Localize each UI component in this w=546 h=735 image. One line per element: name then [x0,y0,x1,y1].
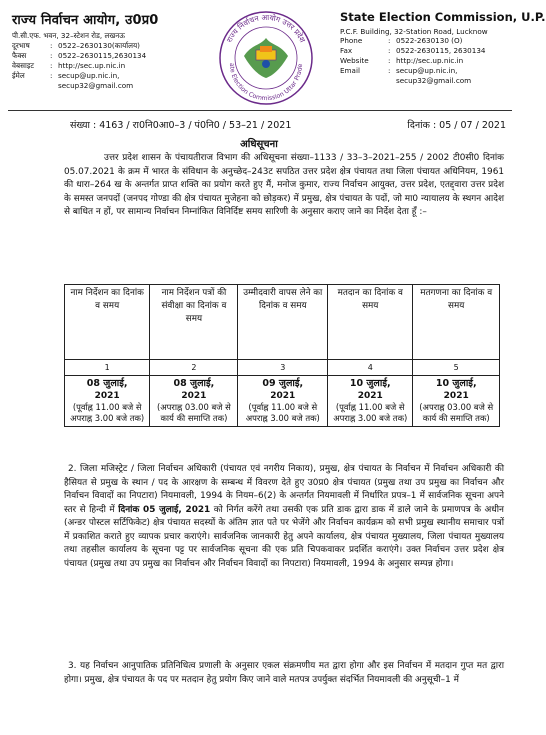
contact-value: secup32@gmail.com [58,81,134,90]
commission-title-english: State Election Commission, U.P. [340,10,546,24]
notice-title: अधिसूचना [240,139,278,150]
contact-row [340,46,515,56]
letterhead-english [340,10,546,86]
contact-label [12,81,50,91]
schedule-year: 2021 [357,391,383,401]
schedule-year: 2021 [94,391,120,401]
contact-row [12,71,202,81]
contact-separator: : [388,56,391,65]
contact-separator: : [388,36,391,45]
contact-value: secup32@gmail.com [396,76,472,85]
paragraph-3-text: 3. यह निर्वाचन आनुपातिक प्रतिनिधित्व प्रणाली के अनुसार एकल संक्रमणीय मत द्वारा होगा और इस निर्वाचन में मतदान गुप्त मत द्वारा होगा। प्रमुख, क्षेत्र पंचायत के पद पर मतदान हेतु प्रयोग किए जाने वाले मतपत्र उपर्युक्त संदर्भित नियमावली की अनुसूची–1 में [64,661,504,685]
address-english: P.C.F. Building, 32-Station Road, Lucknow [340,27,488,36]
schedule-note: (अपराह्न 03.00 बजे से कार्य की समाप्ति तक) [419,402,494,423]
reference-number: संख्या : 4163 / रा0नि0आ0–3 / पं0नि0 / 53–21 / 2021 [70,120,292,131]
contact-row [12,51,202,61]
schedule-header-cell: मतगणना का दिनांक व समय [413,285,500,360]
contact-separator [388,76,396,86]
schedule-year: 2021 [181,391,207,401]
schedule-date: 10 जुलाई, [435,378,477,389]
schedule-header-row [65,285,500,360]
schedule-value-row [65,376,500,427]
letterhead-hindi [12,10,202,91]
schedule-header-cell: मतदान का दिनांक व समय [328,285,413,360]
election-schedule-table [64,284,500,427]
contact-label: ईमेल [12,71,25,80]
contact-separator [50,81,58,91]
contact-value: secup@up.nic.in, [58,71,120,80]
schedule-value-cell [413,376,500,427]
intro-paragraph [64,152,504,220]
intro-text: उत्तर प्रदेश शासन के पंचायतीराज विभाग की अधिसूचना संख्या–1133 / 33–3–2021–255 / 2002 टी0सी0 दिनांक 05.07.2021 के क्रम में भारत के संविधान के अनुच्छेद–243ट सपठित उत्तर प्रदेश क्षेत्र पंचायत तथा जिला पंचायत अधिनियम, 1961 की धारा–264 ख के अन्तर्गत प्राप्त शक्ति का प्रयोग करते हुए मैं, मनोज कुमार, राज्य निर्वाचन आयुक्त, उत्तर प्रदेश, एतद्द्वारा उत्तर प्रदेश के समस्त जनपदों (जनपद गोण्डा की क्षेत्र पंचायत मुजेहना को छोड़कर) में प्रमुख, क्षेत्र पंचायत के पदों, जो मा0 न्यायालय के स्थगन आदेश से बाधित न हों, पर सामान्य निर्वाचन निम्नांकित विनिर्दिष्ट समय सारिणी के अनुसार कराए जाने का निर्देश देता हूँ :– [64,153,504,217]
contact-label: वेबसाइट [12,61,34,70]
schedule-note: (अपराह्न 03.00 बजे से कार्य की समाप्ति तक) [156,402,231,423]
schedule-date: 10 जुलाई, [349,378,391,389]
paragraph-2-bold-date: दिनांक 05 जुलाई, 2021 [118,504,211,515]
commission-title-hindi: राज्य निर्वाचन आयोग, उ0प्र0 [12,13,159,28]
paragraph-2-part-2: को निर्गत करेंगे तथा उसकी एक प्रति डाक द्वारा डाक में डाले जाने के प्रमाणपत्र के अधीन (अन्डर पोस्टल सर्टिफिकेट) क्षेत्र पंचायत सदस्यों के अंतिम ज्ञात पते पर भेजेंगे और निर्वाचन कार्यक्रम को सभी प्रमुख स्थानीय समाचार पत्रों में प्रकाशित कराते हुए व्यापक प्रचार कराएंगे। सार्वजनिक जानकारी हेतु अपने कार्यालय, क्षेत्र पंचायत मुख्यालय, जिला पंचायत मुख्यालय तथा तहसील कार्यालय के सूचना पट्ट पर सार्वजनिक सूचना की एक प्रति चिपकवाकर प्रदर्शित कराएंगे। उक्त निर्वाचन उत्तर प्रदेश क्षेत्र पंचायत (प्रमुख तथा उप प्रमुख का निर्वाचन और निर्वाचन विवादों का निपटारा) नियमावली, 1994 के अनुसार सम्पन्न होगा। [64,504,504,569]
svg-text:State Election Commission Utta: ate Election Commission Uttar Prade [227,62,305,103]
schedule-value-cell [150,376,238,427]
schedule-column-number: 4 [328,360,413,376]
schedule-note: (पूर्वाह्न 11.00 बजे से अपराह्न 3.00 बजे तक) [333,402,408,423]
contact-value: http://sec.up.nic.in [396,56,464,65]
contact-row [12,61,202,71]
contact-row [340,36,515,46]
contact-row [12,41,202,51]
contact-label: Fax [340,46,353,55]
schedule-number-row [65,360,500,376]
contact-value: 0522–2630130(कार्यालय) [58,41,140,50]
svg-text:राज्य निर्वाचन आयोग उत्तर प्रद: राज्य निर्वाचन आयोग उत्तर प्रदेश [224,12,308,44]
contact-separator: : [50,71,53,80]
paragraph-2-text [64,463,504,571]
schedule-value-cell [238,376,328,427]
schedule-column-number: 1 [65,360,150,376]
schedule-date: 08 जुलाई, [173,378,215,389]
contact-row [12,81,202,91]
contact-value: http://sec.up.nic.in [58,61,126,70]
schedule-year: 2021 [443,391,469,401]
schedule-year: 2021 [270,391,296,401]
schedule-header-cell: नाम निर्देशन का दिनांक व समय [65,285,150,360]
reference-line [70,118,506,131]
header-divider [8,110,512,111]
contact-label: दूरभाष [12,41,30,50]
contact-separator: : [50,41,53,50]
contact-value: secup@up.nic.in, [396,66,458,75]
schedule-header-cell: उम्मीदवारी वापस लेने का दिनांक व समय [238,285,328,360]
schedule-column-number: 2 [150,360,238,376]
schedule-column-number: 3 [238,360,328,376]
reference-date: दिनांक : 05 / 07 / 2021 [407,120,506,131]
schedule-note: (पूर्वाह्न 11.00 बजे से अपराह्न 3.00 बजे तक) [245,402,320,423]
paragraph-2 [64,463,504,571]
contact-separator: : [388,46,391,55]
contact-label [340,76,388,86]
contact-row [340,56,515,66]
address-hindi: पी.सी.एफ. भवन, 32–स्टेशन रोड, लखनऊ [12,31,125,40]
commission-seal [214,4,318,108]
contact-row [340,76,515,86]
schedule-column-number: 5 [413,360,500,376]
contact-separator: : [50,51,53,60]
contact-value: 0522-2630130 (O) [396,36,463,45]
contact-label: Website [340,56,369,65]
schedule-date: 09 जुलाई, [262,378,304,389]
contact-row [340,66,515,76]
schedule-value-cell [328,376,413,427]
contact-label: Email [340,66,360,75]
contact-separator: : [388,66,391,75]
paragraph-2-part-1: 2. जिला मजिस्ट्रेट / जिला निर्वाचन अधिकारी (पंचायत एवं नगरीय निकाय), प्रमुख, क्षेत्र पंचायत के निर्वाचन में निर्वाचन अधिकारी की हैसियत से प्रमुख के स्थान / पद के आरक्षण के सम्बन्ध में विवरण देते हुए उ0प्र0 क्षेत्र पंचायत (प्रमुख तथा उप प्रमुख का निर्वाचन और निर्वाचन विवादों का निपटारा) नियमावली, 1994 के नियम–6(2) के अन्तर्गत नियमावली में निर्धारित प्रपत्र–1 में सार्वजनिक सूचना अपने स्तर से हिन्दी में [64,464,504,515]
schedule-header-cell: नाम निर्देशन पत्रों की संवीक्षा का दिनांक व समय [150,285,238,360]
schedule-value-cell [65,376,150,427]
contact-label: फैक्स [12,51,27,60]
schedule-date: 08 जुलाई, [86,378,128,389]
contacts-hindi [12,41,202,91]
contact-separator: : [50,61,53,70]
contact-value: 0522-2630115, 2630134 [396,46,486,55]
contacts-english [340,36,515,86]
schedule-note: (पूर्वाह्न 11.00 बजे से अपराह्न 3.00 बजे तक) [70,402,145,423]
contact-label: Phone [340,36,363,45]
contact-value: 0522–2630115,2630134 [58,51,147,60]
paragraph-3 [64,660,504,687]
